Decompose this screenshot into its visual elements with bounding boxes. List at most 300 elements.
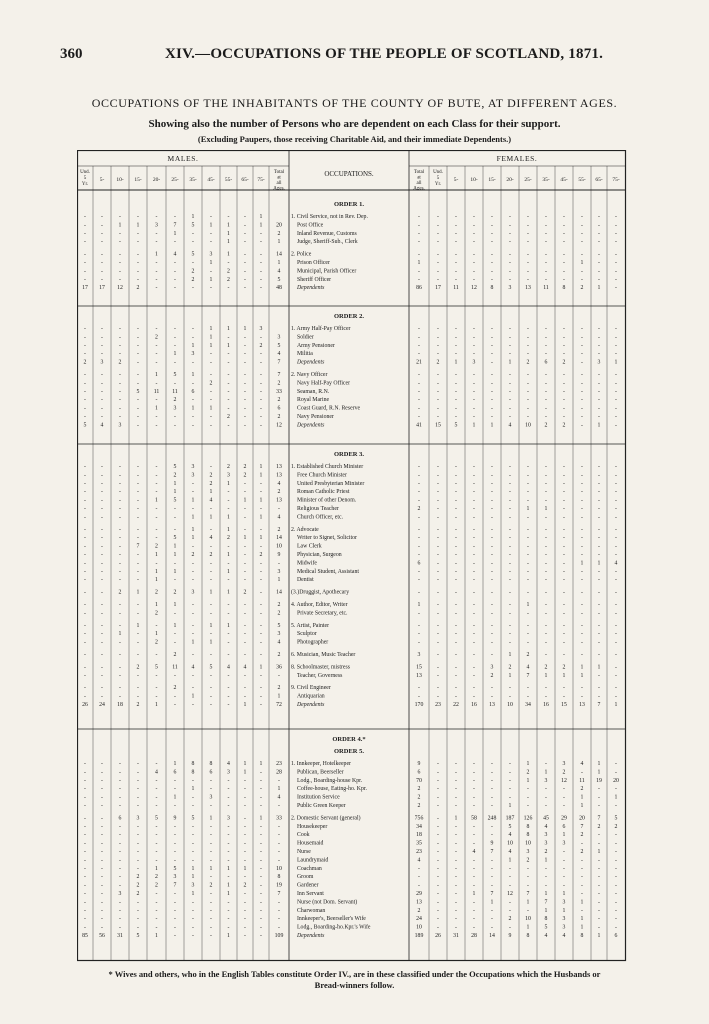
male-cell: - [244, 891, 246, 897]
male-cell: 48 [276, 285, 282, 292]
male-cell: 1 [227, 342, 230, 349]
female-cell: - [418, 685, 420, 692]
male-cell: 14 [276, 535, 282, 542]
female-cell: - [455, 260, 457, 266]
male-cell: - [84, 672, 86, 679]
male-cell: - [174, 899, 176, 906]
male-cell: - [192, 672, 194, 679]
male-cell: - [244, 610, 246, 617]
male-cell: - [101, 652, 103, 658]
female-cell: - [455, 472, 457, 479]
female-cell: - [581, 230, 583, 237]
female-cell: 11 [579, 777, 585, 784]
male-cell: - [84, 631, 86, 638]
male-cell: - [84, 761, 86, 767]
female-cell: - [615, 639, 617, 646]
male-cell: - [244, 639, 246, 646]
male-cell: - [101, 761, 103, 767]
female-cell: - [545, 214, 547, 220]
male-cell: - [227, 602, 230, 608]
footnote-line-2: Bread-winners follow. [314, 980, 395, 990]
female-cell: 2 [597, 823, 601, 830]
male-cell: - [101, 276, 103, 283]
male-cell: - [192, 907, 194, 914]
female-cell: 1 [597, 285, 601, 292]
male-cell: - [119, 214, 121, 220]
male-cell: - [101, 514, 103, 521]
female-cell: - [418, 276, 420, 283]
female-cell: - [473, 405, 475, 412]
female-cell: - [491, 857, 493, 864]
female-cell: - [598, 497, 600, 504]
male-cell: - [137, 497, 139, 504]
female-cell: - [581, 334, 583, 341]
male-cell: 4 [227, 664, 230, 671]
female-cell: - [455, 857, 457, 864]
female-cell: - [437, 899, 439, 906]
female-cell: 7 [526, 672, 530, 679]
male-cell: - [155, 489, 158, 496]
male-cell: 1 [227, 882, 230, 889]
male-cell: - [210, 359, 212, 366]
female-cell: 20 [613, 777, 619, 784]
male-cell: - [227, 899, 230, 906]
male-cell: 1 [173, 761, 177, 767]
female-cell: - [491, 610, 493, 617]
female-cell: 2 [544, 664, 548, 671]
female-cell: - [598, 535, 600, 542]
male-cell: - [119, 786, 121, 793]
male-cell: - [155, 268, 158, 275]
female-cell: - [418, 639, 420, 646]
female-cell: 2 [614, 823, 618, 830]
female-cell: - [437, 497, 439, 504]
male-cell: - [137, 849, 139, 855]
occupation-label: Housekeeper [297, 823, 328, 830]
female-cell: - [581, 552, 583, 558]
female-cell: - [615, 769, 617, 776]
male-cell: - [192, 359, 194, 366]
female-cell: - [418, 489, 420, 496]
female-cell: 4 [417, 857, 421, 864]
male-cell: - [119, 672, 121, 679]
female-cell: - [491, 397, 493, 404]
male-cell: - [174, 693, 176, 700]
female-cell: - [509, 342, 511, 349]
female-cell: - [509, 543, 511, 550]
male-cell: - [101, 916, 103, 923]
male-cell: - [260, 276, 262, 283]
male-cell: 2 [191, 276, 195, 283]
female-cell: - [615, 334, 617, 341]
female-cell: - [563, 622, 565, 629]
male-cell: 5 [173, 865, 177, 872]
female-cell: - [437, 907, 439, 914]
page-subtitle: Showing also the number of Persons who are dependent on each Class for their support. [148, 118, 561, 130]
male-cell: - [84, 372, 86, 378]
male-cell: - [84, 865, 86, 872]
female-cell: - [563, 472, 565, 479]
male-cell: 1 [227, 589, 230, 596]
female-cell: - [563, 589, 565, 596]
male-cell: - [101, 222, 103, 229]
female-cell: - [418, 589, 420, 596]
male-cell: 8 [277, 874, 281, 881]
occupation-label: 1. Established Church Minister [291, 464, 364, 470]
male-cell: - [210, 907, 212, 914]
female-cell: 9 [490, 840, 494, 847]
male-cell: - [155, 526, 158, 533]
male-cell: - [244, 414, 246, 420]
female-cell: 1 [544, 907, 548, 914]
female-cell: 1 [580, 924, 584, 931]
female-cell: 7 [490, 891, 494, 897]
male-cell: 5 [191, 815, 195, 822]
female-cell: 10 [525, 840, 531, 847]
male-cell: 1 [243, 702, 247, 708]
male-cell: - [84, 769, 86, 776]
female-cell: - [581, 769, 583, 776]
female-cell: - [527, 472, 529, 479]
male-cell: - [192, 685, 194, 692]
male-cell: - [260, 916, 262, 923]
male-cell: - [137, 334, 139, 341]
male-cell: - [278, 924, 280, 931]
male-cell: - [119, 260, 121, 266]
female-cell: 8 [526, 823, 530, 830]
male-cell: - [260, 891, 262, 897]
male-cell: - [244, 230, 246, 237]
female-cell: 13 [525, 285, 531, 292]
female-cell: - [545, 239, 547, 246]
male-cell: - [210, 803, 212, 809]
male-cell: 1 [259, 214, 263, 220]
male-cell: 1 [243, 769, 247, 776]
female-cell: - [491, 497, 493, 504]
male-cell: - [84, 334, 86, 341]
male-cell: 1 [227, 239, 230, 246]
occupation-label: Dentist [297, 577, 314, 584]
male-cell: - [192, 794, 194, 801]
male-cell: 3 [227, 769, 230, 776]
male-cell: 7 [277, 372, 281, 378]
female-cell: - [615, 874, 617, 881]
female-cell: 10 [507, 702, 513, 708]
male-cell: - [260, 794, 262, 801]
male-cell: - [101, 251, 103, 258]
male-cell: 1 [259, 514, 263, 521]
male-cell: - [155, 230, 158, 237]
occupation-label: Public Green Keeper [297, 803, 346, 809]
male-cell: 1 [173, 543, 177, 550]
male-cell: 2 [118, 589, 122, 596]
male-cell: 1 [227, 622, 230, 629]
occupation-label: 6. Musician, Music Teacher [291, 652, 356, 658]
female-cell: - [509, 526, 511, 533]
female-cell: - [598, 351, 600, 358]
male-cell: - [119, 506, 121, 512]
occupation-label: 8. Schoolmaster, mistress [291, 664, 351, 671]
female-cell: - [437, 535, 439, 542]
female-cell: - [455, 543, 457, 550]
male-cell: - [101, 857, 103, 864]
female-cell: - [473, 693, 475, 700]
male-cell: - [119, 924, 121, 931]
male-cell: - [101, 372, 103, 378]
female-cell: - [581, 472, 583, 479]
female-cell: - [527, 276, 529, 283]
female-cell: - [615, 652, 617, 658]
male-cell: 3 [227, 472, 230, 479]
male-cell: - [84, 222, 86, 229]
female-cell: - [545, 639, 547, 646]
female-cell: - [509, 552, 511, 558]
male-cell: - [174, 422, 176, 429]
female-cell: - [563, 405, 565, 412]
male-cell: - [227, 489, 230, 496]
male-cell: - [119, 568, 121, 575]
female-cell: 1 [562, 891, 566, 897]
male-cell: - [119, 622, 121, 629]
male-cell: - [119, 268, 121, 275]
female-cell: - [437, 351, 439, 358]
female-cell: 29 [561, 815, 567, 822]
male-cell: 1 [209, 326, 213, 332]
female-cell: 6 [417, 769, 421, 776]
male-cell: - [155, 285, 158, 292]
male-cell: 6 [191, 388, 195, 395]
female-cell: - [598, 891, 600, 897]
female-cell: - [437, 326, 439, 332]
male-cell: 1 [191, 639, 195, 646]
female-cell: - [455, 372, 457, 378]
female-cell: 1 [597, 933, 601, 939]
male-cell: - [227, 849, 230, 855]
female-cell: 2 [562, 422, 566, 429]
male-cell: - [84, 602, 86, 608]
female-cell: 3 [417, 652, 421, 658]
male-cell: - [84, 480, 86, 487]
female-cell: - [563, 602, 565, 608]
male-cell: - [174, 276, 176, 283]
female-cell: - [545, 334, 547, 341]
female-cell: - [509, 786, 511, 793]
male-age-header: 45- [207, 177, 215, 183]
male-cell: 5 [155, 815, 158, 822]
female-cell: - [473, 260, 475, 266]
female-cell: - [598, 857, 600, 864]
male-cell: - [210, 702, 212, 708]
female-cell: - [615, 405, 617, 412]
female-cell: - [527, 388, 529, 395]
female-cell: - [563, 882, 565, 889]
female-cell: - [581, 397, 583, 404]
male-cell: - [260, 397, 262, 404]
female-cell: - [455, 652, 457, 658]
male-cell: - [155, 342, 158, 349]
male-cell: - [278, 672, 280, 679]
male-cell: - [137, 230, 139, 237]
male-cell: - [192, 857, 194, 864]
male-cell: 1 [155, 497, 158, 504]
male-cell: 1 [173, 552, 177, 558]
female-cell: - [545, 874, 547, 881]
occupation-label: Navy Half-Pay Officer [297, 380, 351, 387]
male-cell: - [192, 489, 194, 496]
female-cell: - [527, 907, 529, 914]
male-cell: 1 [155, 631, 158, 638]
female-cell: 6 [614, 933, 618, 939]
female-cell: - [437, 552, 439, 558]
male-cell: 1 [259, 815, 263, 822]
female-cell: 2 [580, 786, 584, 793]
male-cell: - [155, 276, 158, 283]
female-cell: - [437, 568, 439, 575]
female-cell: 1 [580, 899, 584, 906]
female-cell: - [455, 230, 457, 237]
female-cell: - [545, 543, 547, 550]
male-cell: - [119, 865, 121, 872]
male-cell: - [210, 388, 212, 395]
male-cell: - [260, 422, 262, 429]
occupation-label: 2. Domestic Servant (general) [291, 815, 361, 822]
male-cell: 28 [276, 769, 282, 776]
male-cell: 1 [155, 568, 158, 575]
female-cell: - [455, 777, 457, 784]
male-cell: - [119, 251, 121, 258]
male-cell: - [192, 899, 194, 906]
male-cell: - [119, 832, 121, 839]
female-cell: - [437, 882, 439, 889]
order-heading: ORDER 5. [334, 748, 364, 755]
male-cell: - [137, 359, 139, 366]
female-cell: - [473, 560, 475, 567]
male-cell: - [101, 924, 103, 931]
male-cell: 1 [118, 222, 122, 229]
female-cell: - [491, 907, 493, 914]
male-cell: 24 [99, 702, 105, 708]
male-cell: - [192, 397, 194, 404]
male-cell: 5 [173, 372, 177, 378]
female-cell: - [437, 372, 439, 378]
male-cell: - [101, 786, 103, 793]
male-cell: - [137, 865, 139, 872]
female-cell: - [491, 489, 493, 496]
female-cell: - [615, 397, 617, 404]
male-cell: 3 [191, 351, 195, 358]
male-cell: - [260, 823, 262, 830]
male-cell: 1 [227, 891, 230, 897]
female-cell: - [598, 506, 600, 512]
female-cell: - [615, 526, 617, 533]
male-cell: - [244, 577, 246, 584]
female-cell: - [418, 631, 420, 638]
male-cell: - [210, 372, 212, 378]
male-cell: - [137, 405, 139, 412]
female-cell: - [581, 514, 583, 521]
female-cell: - [581, 622, 583, 629]
female-cell: 1 [526, 777, 530, 784]
female-cell: 1 [597, 769, 601, 776]
female-cell: - [563, 239, 565, 246]
male-cell: - [84, 589, 86, 596]
male-cell: - [210, 685, 212, 692]
female-cell: - [437, 222, 439, 229]
female-age-header: 45- [560, 177, 568, 183]
male-cell: - [155, 464, 158, 470]
female-cell: - [563, 535, 565, 542]
male-cell: - [174, 803, 176, 809]
female-cell: - [563, 857, 565, 864]
male-cell: - [84, 388, 86, 395]
female-cell: - [527, 214, 529, 220]
female-age-header: at [417, 175, 421, 181]
female-cell: - [563, 610, 565, 617]
male-cell: - [260, 769, 262, 776]
male-cell: 1 [191, 372, 195, 378]
female-cell: 2 [544, 849, 548, 855]
male-cell: 2 [173, 397, 177, 404]
male-cell: - [244, 602, 246, 608]
male-cell: - [174, 334, 176, 341]
male-cell: - [137, 631, 139, 638]
female-cell: - [598, 380, 600, 387]
male-cell: 1 [191, 497, 195, 504]
male-cell: - [244, 285, 246, 292]
female-cell: - [598, 414, 600, 420]
male-cell: 1 [259, 222, 263, 229]
female-cell: - [527, 480, 529, 487]
female-cell: - [455, 882, 457, 889]
female-cell: - [545, 560, 547, 567]
female-cell: - [598, 543, 600, 550]
occupation-label: Charwoman [297, 907, 326, 914]
male-cell: 2 [155, 610, 158, 617]
male-cell: - [227, 497, 230, 504]
female-cell: - [509, 535, 511, 542]
occupation-label: Laundrymaid [297, 857, 329, 864]
female-cell: - [615, 414, 617, 420]
female-cell: - [615, 577, 617, 584]
female-cell: - [473, 577, 475, 584]
female-cell: - [598, 342, 600, 349]
male-cell: - [101, 769, 103, 776]
female-cell: - [455, 222, 457, 229]
female-cell: - [509, 865, 511, 872]
male-cell: 1 [277, 693, 281, 700]
female-cell: - [455, 610, 457, 617]
male-cell: - [192, 924, 194, 931]
female-cell: - [581, 222, 583, 229]
male-cell: 2 [277, 526, 281, 533]
female-cell: - [473, 506, 475, 512]
female-cell: - [545, 464, 547, 470]
male-cell: 4 [209, 497, 213, 504]
male-cell: - [210, 832, 212, 839]
male-cell: - [84, 251, 86, 258]
female-cell: 31 [453, 933, 459, 939]
male-cell: - [244, 803, 246, 809]
female-cell: - [491, 276, 493, 283]
male-cell: 2 [136, 891, 140, 897]
male-cell: - [84, 823, 86, 830]
female-cell: - [527, 397, 529, 404]
male-cell: - [244, 526, 246, 533]
male-cell: - [210, 464, 212, 470]
female-cell: - [615, 589, 617, 596]
male-cell: 4 [209, 535, 213, 542]
female-cell: 4 [526, 664, 530, 671]
